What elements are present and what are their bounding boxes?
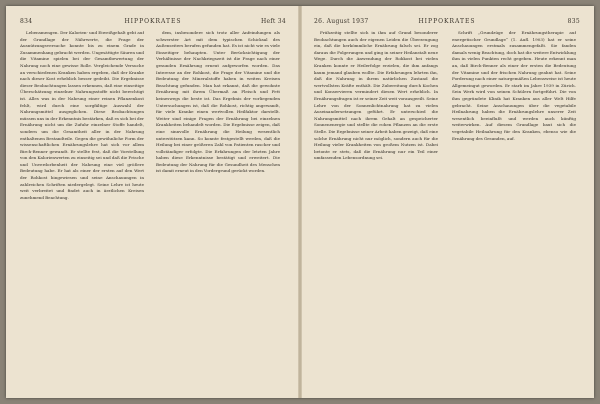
- right-page-header: [314, 18, 580, 30]
- paragraph: Frühzeitig stellte sich in ihm auf Grund besonderer Beobachtungen auch der eigenen Leiden die Überzeugung ein, daß die herkömmliche Ernährung falsch sei. Er zog daraus die Folgerungen und ging in seiner Heilanstalt neue Wege. Durch die Anwendung der Rohkost bei vielen Kranken konnte er Heilerfolge erzielen, die ihm anfangs kaum jemand glauben wollte. Die Erfahrungen lehrten ihn, daß die Nahrung in ihrem natürlichen Zustand die wertvollsten Kräfte enthält. Die Zubereitung durch Kochen und Konservieren vermindert diesen Wert erheblich. In Ernährungsfragen ist er seiner Zeit weit vorausgeeilt. Seine Lehre von der Sonnenlichtnahrung hat zu vielen Auseinandersetzungen geführt. Er unterschied die Nahrungsmittel nach ihrem Gehalt an gespeicherter Sonnenenergie und stellte die rohen Pflanzen an die erste Stelle. Die Ergebnisse seiner Arbeit haben gezeigt, daß eine solche Ernährung nicht nur möglich, sondern auch für die Heilung vieler Krankheiten von großem Nutzen ist. Dabei betonte er stets, daß die Ernährung nur ein Teil einer umfassenden Lebensordnung sei.: [314, 30, 438, 161]
- text-column-left: [314, 30, 438, 388]
- book-spread: [6, 6, 594, 398]
- left-page: [6, 6, 300, 398]
- page-number: 835: [567, 18, 580, 25]
- text-column-left: [20, 30, 144, 388]
- paragraph: Lebensmengen. Der Kalorien- und Eiweißgehalt geht auf der Grundlage der Nährwerte, die Frage der Ausnützungsversuche konnte bis zu einem Grade in Zusammenhang gebracht werden. Ungesättigte Säuren und die Vitamine spielen bei der Gesamtbewertung der Nahrung noch eine gewisse Rolle. Vergleichende Versuche an verschiedenen Kranken haben ergeben, daß der Kranke nach dieser Kost erheblich besser gedeiht. Die Ergebnisse dieser Beobachtungen lassen erkennen, daß eine einseitige Überschätzung einzelner Nahrungsstoffe nicht berechtigt ist. Alles was in der Nahrung einer reinen Pflanzenkost fehlt, wird durch eine sorgfältige Auswahl der Nahrungsmittel ausgeglichen. Diese Beobachtungen müssen uns in der Erkenntnis bestärken, daß es sich bei der Ernährung nicht um die Zufuhr einzelner Stoffe handelt, sondern um die Gesamtheit aller in der Nahrung enthaltenen Bestandteile. Gegen die gewöhnliche Form der wissenschaftlichen Ernährungslehre hat sich vor allem Birch-Benner gewandt. Er stellte fest, daß die Vorstellung von den Kalorienwerten zu einseitig sei und daß die Frische und Unverdorbenheit der Nahrung eine viel größere Bedeutung habe. Er hat als einer der ersten auf den Wert der Rohkost hingewiesen und seine Anschauungen in zahlreichen Schriften niedergelegt. Seine Lehre ist heute weit verbreitet und findet auch in ärztlichen Kreisen zunehmend Beachtung.: [20, 30, 144, 200]
- right-page: [300, 6, 594, 398]
- left-page-header: [20, 18, 286, 30]
- issue-date: 26. August 1937: [314, 18, 369, 25]
- issue-label: Heft 34: [260, 18, 286, 25]
- text-column-right: [156, 30, 280, 388]
- text-column-right: [452, 30, 576, 388]
- running-title: HIPPOKRATES: [124, 18, 182, 25]
- running-title: HIPPOKRATES: [418, 18, 476, 25]
- paragraph: Schrift „Grundzüge der Ernährungstherapie auf energetischer Grundlage“ (1. Aufl. 1903) hat er seine Anschauungen erstmals zusammengefaßt. Sie fanden damals wenig Beachtung, doch hat die weitere Entwicklung ihm in vielen Punkten recht gegeben. Heute erkennt man an, daß Birch-Benner als einer der ersten die Bedeutung der Vitamine und der frischen Nahrung geahnt hat. Seine Forderung nach einer naturgemäßen Lebensweise ist heute Allgemeingut geworden. Er starb im Jahre 1939 in Zürich. Sein Werk wird von seinen Schülern fortgeführt. Die von ihm gegründete Klinik hat Kranken aus aller Welt Hilfe gebracht. Seine Anschauungen über die vegetabile Heilnahrung haben die Ernährungslehre unserer Zeit wesentlich beeinflußt und werden auch künftig weiterwirken. Auf diesem Grundlage baut sich die vegetabile Heilnahrung für den Kranken, ebenso wie die Ernährung des Gesunden, auf.: [452, 30, 576, 141]
- page-number: 834: [20, 18, 33, 25]
- paragraph: dem, insbesondere sich trotz aller Anfeindungen als schwerster Art mit dem typischen Schicksal des Außenseiters berufen gefunden hat. Es ist nicht wie es viele Einseitiger behaupten. Unter Berücksichtigung der Verhältnisse der Nachkriegszeit ist die Frage nach einer gesunden Ernährung erneut aufgeworfen worden. Das Interesse an der Rohkost, die Frage der Vitamine und die Bedeutung der Mineralstoffe haben in weiten Kreisen Beachtung gefunden. Man hat erkannt, daß die gewohnte Ernährung mit ihrem Übermaß an Fleisch und Fett keineswegs die beste ist. Das Ergebnis der vorliegenden Untersuchungen ist, daß die Rohkost, richtig angewandt, für viele Kranke einen wertvollen Heilfaktor darstellt. Weiter sind einige Fragen der Ernährung bei einzelnen Krankheiten behandelt worden. Die Ergebnisse zeigen, daß eine sinnvolle Ernährung die Heilung wesentlich unterstützen kann. So konnte festgestellt werden, daß die Heilung bei einer größeren Zahl von Patienten rascher und vollständiger erfolgte. Die Erfahrungen der letzten Jahre haben diese Erkenntnisse bestätigt und erweitert. Die Bedeutung der Nahrung für die Gesundheit des Menschen ist damit erneut in den Vordergrund gerückt worden.: [156, 30, 280, 174]
